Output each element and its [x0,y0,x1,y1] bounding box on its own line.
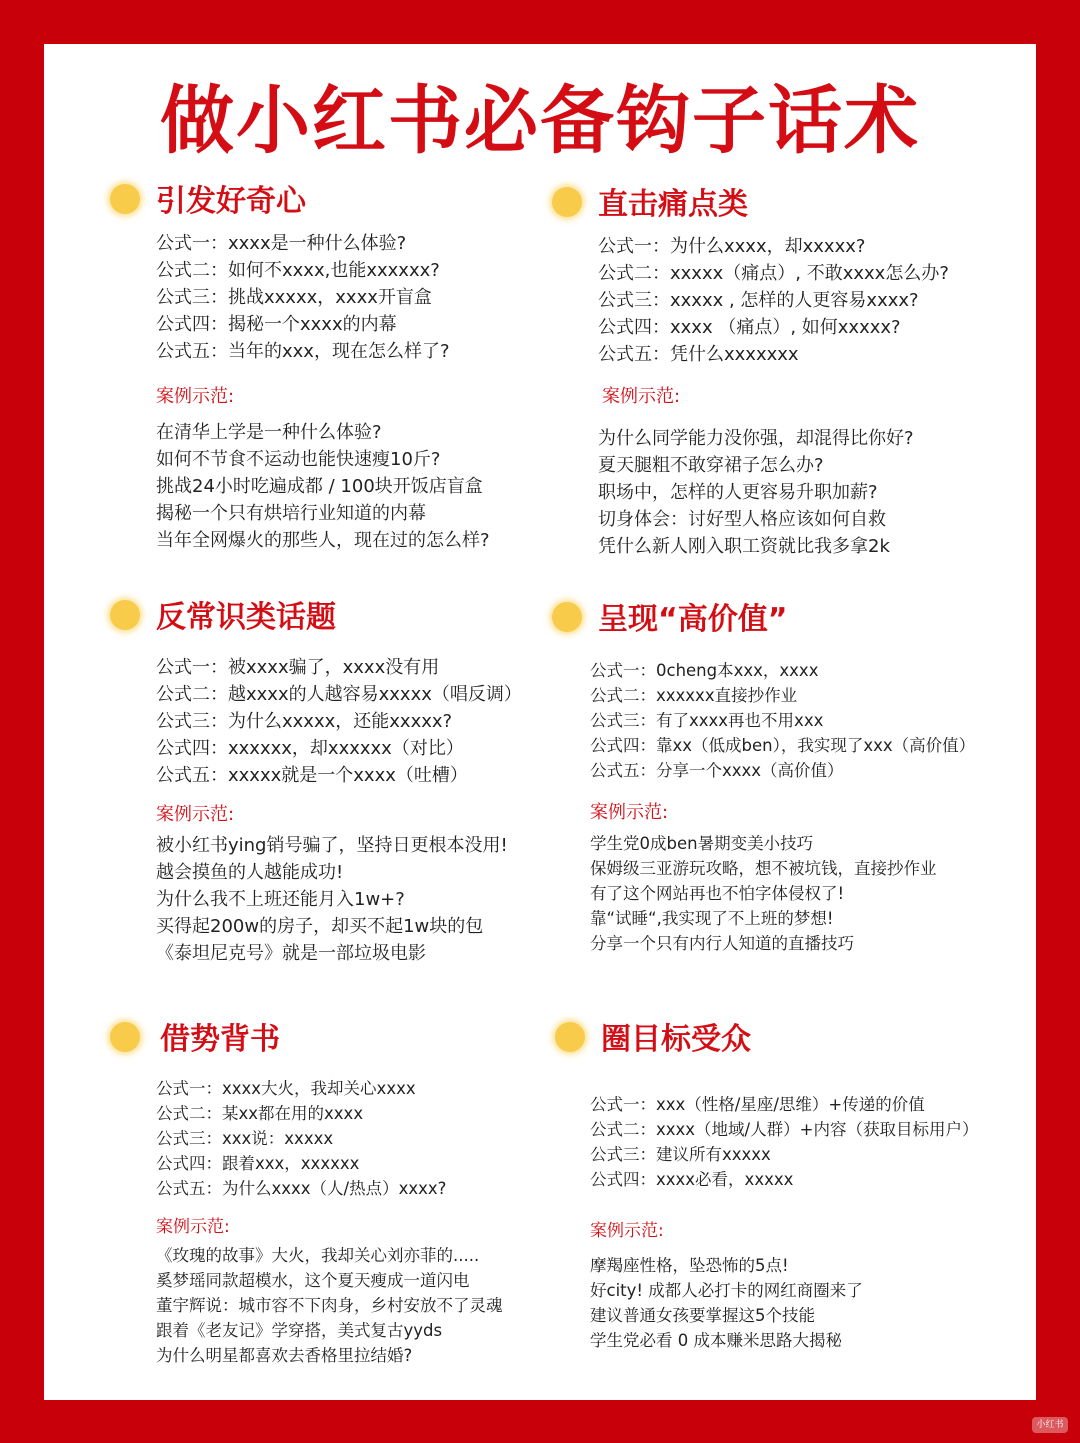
section-title: 圈目标受众 [601,1022,751,1057]
example-item: 学生党0成ben暑期变美小技巧 [590,834,814,853]
example-item: 越会摸鱼的人越能成功! [156,862,344,883]
example-item: 奚梦瑶同款超模水，这个夏天瘦成一道闪电 [156,1271,470,1290]
formula-item: 公式四：xxxxxx，却xxxxxx（对比） [156,738,464,759]
example-item: 被小红书ying销号骗了，坚持日更根本没用! [156,835,508,856]
example-item: 切身体会：讨好型人格应该如何自救 [598,509,886,530]
formula-list [590,658,975,783]
formula-item: 公式一：xxxx大火，我却关心xxxx [156,1079,416,1098]
example-list [156,1243,503,1368]
example-list [590,1253,863,1353]
formula-item: 公式一：被xxxx骗了，xxxx没有用 [156,657,440,678]
example-item: 职场中，怎样的人更容易升职加薪? [598,482,878,503]
bullet-dot-icon [552,602,582,632]
example-item: 为什么我不上班还能月入1w+? [156,889,405,910]
formula-item: 公式三：建议所有xxxxx [590,1145,771,1164]
example-item: 保姆级三亚游玩攻略，想不被坑钱，直接抄作业 [590,859,937,878]
formula-item: 公式五：为什么xxxx（人/热点）xxxx? [156,1179,447,1198]
bullet-dot-icon [552,187,582,217]
example-item: 跟着《老友记》学穿搭，美式复古yyds [156,1321,443,1340]
formula-item: 公式二：xxxxx（痛点）, 不敢xxxx怎么办? [598,263,949,284]
case-label: 案例示范: [590,1221,664,1241]
formula-item: 公式二：xxxx（地域/人群）+内容（获取目标用户） [590,1120,979,1139]
case-label: 案例示范: [156,804,235,825]
formula-item: 公式五：分享一个xxxx（高价值） [590,761,844,780]
section-title: 引发好奇心 [156,184,306,219]
formula-item: 公式五：当年的xxx，现在怎么样了? [156,341,450,362]
section-title: 呈现“高价值” [598,602,788,637]
formula-item: 公式二：xxxxxx直接抄作业 [590,686,798,705]
formula-item: 公式二：某xx都在用的xxxx [156,1104,364,1123]
watermark-logo: 小红书 [1032,1417,1068,1433]
formula-item: 公式四：xxxx （痛点）, 如何xxxxx? [598,317,901,338]
formula-item: 公式五：凭什么xxxxxxx [598,344,799,365]
example-item: 有了这个网站再也不怕字体侵权了! [590,884,845,903]
example-list [590,831,937,956]
case-label: 案例示范: [602,386,681,407]
example-item: 买得起200w的房子，却买不起1w块的包 [156,916,484,937]
example-item: 建议普通女孩要掌握这5个技能 [590,1306,815,1325]
formula-item: 公式四：xxxx必看，xxxxx [590,1170,794,1189]
bullet-dot-icon [110,184,140,214]
formula-list [156,230,450,365]
example-item: 凭什么新人刚入职工资就比我多拿2k [598,536,890,557]
formula-item: 公式四：靠xx（低成ben），我实现了xxx（高价值） [590,736,976,755]
case-label: 案例示范: [590,802,669,823]
bullet-dot-icon [110,1022,140,1052]
example-list [156,419,490,554]
formula-item: 公式一：0cheng本xxx，xxxx [590,661,819,680]
example-item: 《泰坦尼克号》就是一部垃圾电影 [156,943,426,964]
section-title: 直击痛点类 [598,187,748,222]
formula-item: 公式二：如何不xxxx,也能xxxxxx? [156,260,440,281]
example-item: 学生党必看 0 成本赚米思路大揭秘 [590,1331,842,1350]
formula-list [598,233,949,368]
formula-item: 公式一：xxxx是一种什么体验? [156,233,407,254]
formula-item: 公式三：挑战xxxxx，xxxx开盲盒 [156,287,432,308]
formula-item: 公式一：为什么xxxx，却xxxxx? [598,236,866,257]
bullet-dot-icon [555,1022,585,1052]
formula-item: 公式二：越xxxx的人越容易xxxxx（唱反调） [156,684,522,705]
example-item: 挑战24小时吃遍成都 / 100块开饭店盲盒 [156,476,483,497]
example-item: 好city! 成都人必打卡的网红商圈来了 [590,1281,863,1300]
formula-item: 公式三：xxxxx , 怎样的人更容易xxxx? [598,290,919,311]
example-item: 为什么明星都喜欢去香格里拉结婚? [156,1346,413,1365]
page-title: 做小红书必备钩子话术 [160,78,920,164]
section-title: 借势背书 [160,1022,280,1057]
example-item: 揭秘一个只有烘培行业知道的内幕 [156,503,426,524]
example-item: 靠“试睡“,我实现了不上班的梦想! [590,909,834,928]
formula-list [156,654,522,789]
example-item: 夏天腿粗不敢穿裙子怎么办? [598,455,824,476]
formula-list [590,1092,978,1192]
example-list [156,832,508,967]
example-item: 分享一个只有内行人知道的直播技巧 [590,934,854,953]
example-item: 董宇辉说：城市容不下肉身，乡村安放不了灵魂 [156,1296,503,1315]
bullet-dot-icon [110,600,140,630]
formula-item: 公式三：有了xxxx再也不用xxx [590,711,824,730]
example-item: 《玫瑰的故事》大火，我却关心刘亦菲的..... [156,1246,480,1265]
example-item: 摩羯座性格，坠恐怖的5点! [590,1256,789,1275]
formula-item: 公式三：xxx说：xxxxx [156,1129,334,1148]
example-item: 当年全网爆火的那些人，现在过的怎么样? [156,530,490,551]
example-item: 为什么同学能力没你强，却混得比你好? [598,428,914,449]
formula-item: 公式三：为什么xxxxx，还能xxxxx? [156,711,453,732]
section-title: 反常识类话题 [156,600,336,635]
case-label: 案例示范: [156,386,235,407]
formula-item: 公式四：跟着xxx，xxxxxx [156,1154,360,1173]
formula-item: 公式五：xxxxx就是一个xxxx（吐槽） [156,765,468,786]
formula-list [156,1076,446,1201]
formula-item: 公式四：揭秘一个xxxx的内幕 [156,314,397,335]
example-list [598,425,914,560]
case-label: 案例示范: [156,1217,230,1237]
formula-item: 公式一：xxx（性格/星座/思维）+传递的价值 [590,1095,925,1114]
example-item: 如何不节食不运动也能快速瘦10斤? [156,449,441,470]
example-item: 在清华上学是一种什么体验? [156,422,382,443]
